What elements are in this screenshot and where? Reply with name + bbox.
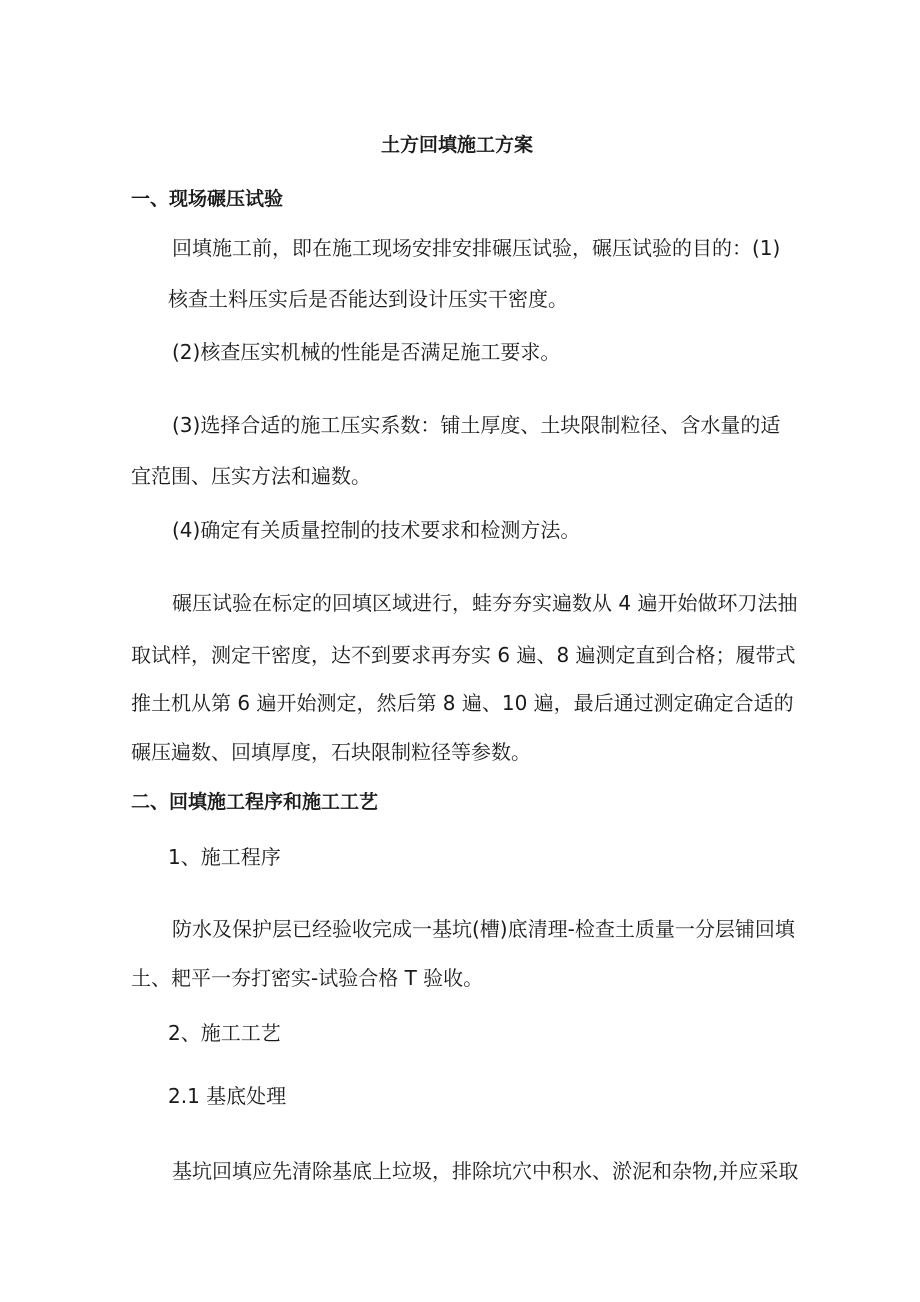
list-item: (4)确定有关质量控制的技术要求和检测方法。 xyxy=(172,518,581,542)
subsection-heading: 1、施工程序 xyxy=(168,845,281,869)
paragraph-line: 取试样，测定干密度，达不到要求再夯实 6 遍、8 遍测定直到合格；履带式 xyxy=(131,643,796,667)
subsection-heading: 2.1 基底处理 xyxy=(168,1084,287,1108)
paragraph-line: 防水及保护层已经验收完成一基坑(槽)底清理-检查土质量一分层铺回填 xyxy=(172,917,795,941)
paragraph-line: 核查土料压实后是否能达到设计压实干密度。 xyxy=(168,287,568,311)
list-item: (2)核查压实机械的性能是否满足施工要求。 xyxy=(172,340,561,364)
section-heading: 二、回填施工程序和施工工艺 xyxy=(131,791,379,813)
paragraph-line: 基坑回填应先清除基底上垃圾，排除坑穴中积水、淤泥和杂物,并应采取 xyxy=(172,1159,799,1183)
paragraph-line: 碾压遍数、回填厚度，石块限制粒径等参数。 xyxy=(131,740,531,764)
paragraph-line: 宜范围、压实方法和遍数。 xyxy=(131,464,371,488)
paragraph-line: 回填施工前，即在施工现场安排安排碾压试验，碾压试验的目的：(1) xyxy=(172,236,781,260)
paragraph-line: 推土机从第 6 遍开始测定，然后第 8 遍、10 遍，最后通过测定确定合适的 xyxy=(131,691,794,715)
document-title: 土方回填施工方案 xyxy=(381,134,534,156)
paragraph-line: 碾压试验在标定的回填区域进行，蛙夯夯实遍数从 4 遍开始做环刀法抽 xyxy=(172,591,798,615)
subsection-heading: 2、施工工艺 xyxy=(168,1021,281,1045)
paragraph-line: 土、耙平一夯打密实-试验合格 T 验收。 xyxy=(131,966,484,990)
section-heading: 一、现场碾压试验 xyxy=(131,188,284,210)
list-item: (3)选择合适的施工压实系数：铺土厚度、土块限制粒径、含水量的适 xyxy=(172,413,781,437)
